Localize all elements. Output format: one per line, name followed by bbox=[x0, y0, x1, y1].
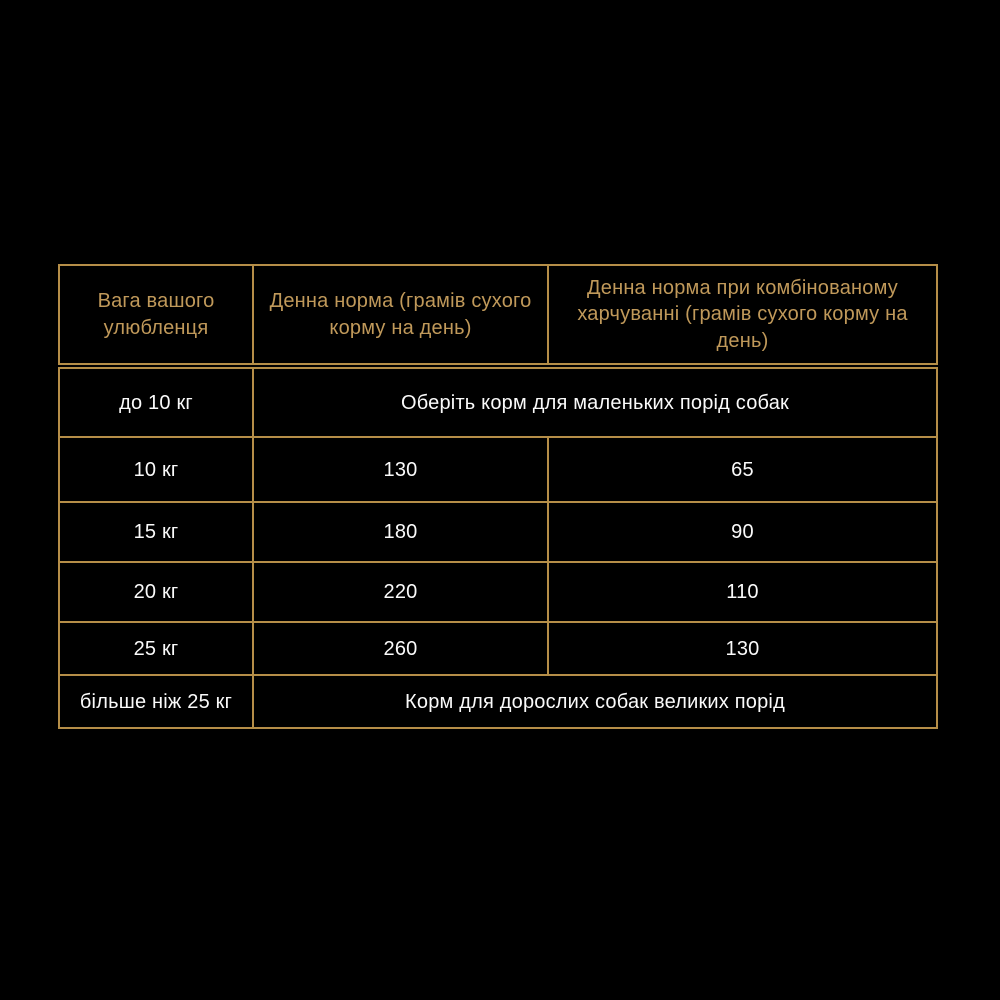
note-value: Оберіть корм для маленьких порід собак bbox=[400, 391, 790, 414]
table-row-dry-cell bbox=[254, 438, 547, 501]
weight-value: 20 кг bbox=[133, 581, 179, 603]
dry-norm-value: 260 bbox=[383, 637, 418, 660]
weight-value: 10 кг bbox=[133, 458, 179, 481]
table-row-combined-cell bbox=[549, 503, 936, 561]
header-cell-weight bbox=[60, 266, 252, 363]
header-cell-combined-norm bbox=[549, 266, 936, 363]
dry-norm-value: 180 bbox=[383, 521, 418, 543]
note-value: Корм для дорослих собак великих порід bbox=[405, 690, 785, 713]
weight-value: 25 кг bbox=[133, 637, 179, 660]
table-row-dry-cell bbox=[254, 503, 547, 561]
table-row-combined-cell bbox=[549, 623, 936, 674]
table-row-note-cell bbox=[254, 369, 936, 436]
dry-norm-value: 220 bbox=[383, 581, 418, 603]
combined-norm-value: 110 bbox=[726, 581, 759, 603]
table-row-weight-cell bbox=[60, 623, 252, 674]
dry-norm-value: 130 bbox=[383, 458, 418, 481]
combined-norm-value: 65 bbox=[731, 458, 754, 481]
table-row-dry-cell bbox=[254, 623, 547, 674]
header-label-weight: Вага вашого улюбленця bbox=[97, 290, 215, 339]
table-row-weight-cell bbox=[60, 369, 252, 436]
header-label-dry-norm: Денна норма (грамів сухого корму на день) bbox=[269, 290, 532, 339]
table-row-weight-cell bbox=[60, 438, 252, 501]
table-row-combined-cell bbox=[549, 438, 936, 501]
weight-value: до 10 кг bbox=[119, 391, 193, 414]
table-row-dry-cell bbox=[254, 563, 547, 621]
table-row-combined-cell bbox=[549, 563, 936, 621]
combined-norm-value: 130 bbox=[725, 637, 760, 660]
table-body bbox=[58, 367, 938, 729]
header-label-combined-norm: Денна норма при комбінованому харчуванні (грамів сухого корму на день) bbox=[577, 276, 908, 352]
weight-value: більше ніж 25 кг bbox=[79, 690, 233, 713]
table-row-weight-cell bbox=[60, 503, 252, 561]
table-header-row bbox=[58, 264, 938, 365]
weight-value: 15 кг bbox=[133, 521, 179, 543]
feeding-table bbox=[58, 264, 938, 729]
table-row-note-cell bbox=[254, 676, 936, 727]
combined-norm-value: 90 bbox=[731, 521, 754, 543]
table-row-weight-cell bbox=[60, 563, 252, 621]
table-row-weight-cell bbox=[60, 676, 252, 727]
header-cell-dry-norm bbox=[254, 266, 547, 363]
